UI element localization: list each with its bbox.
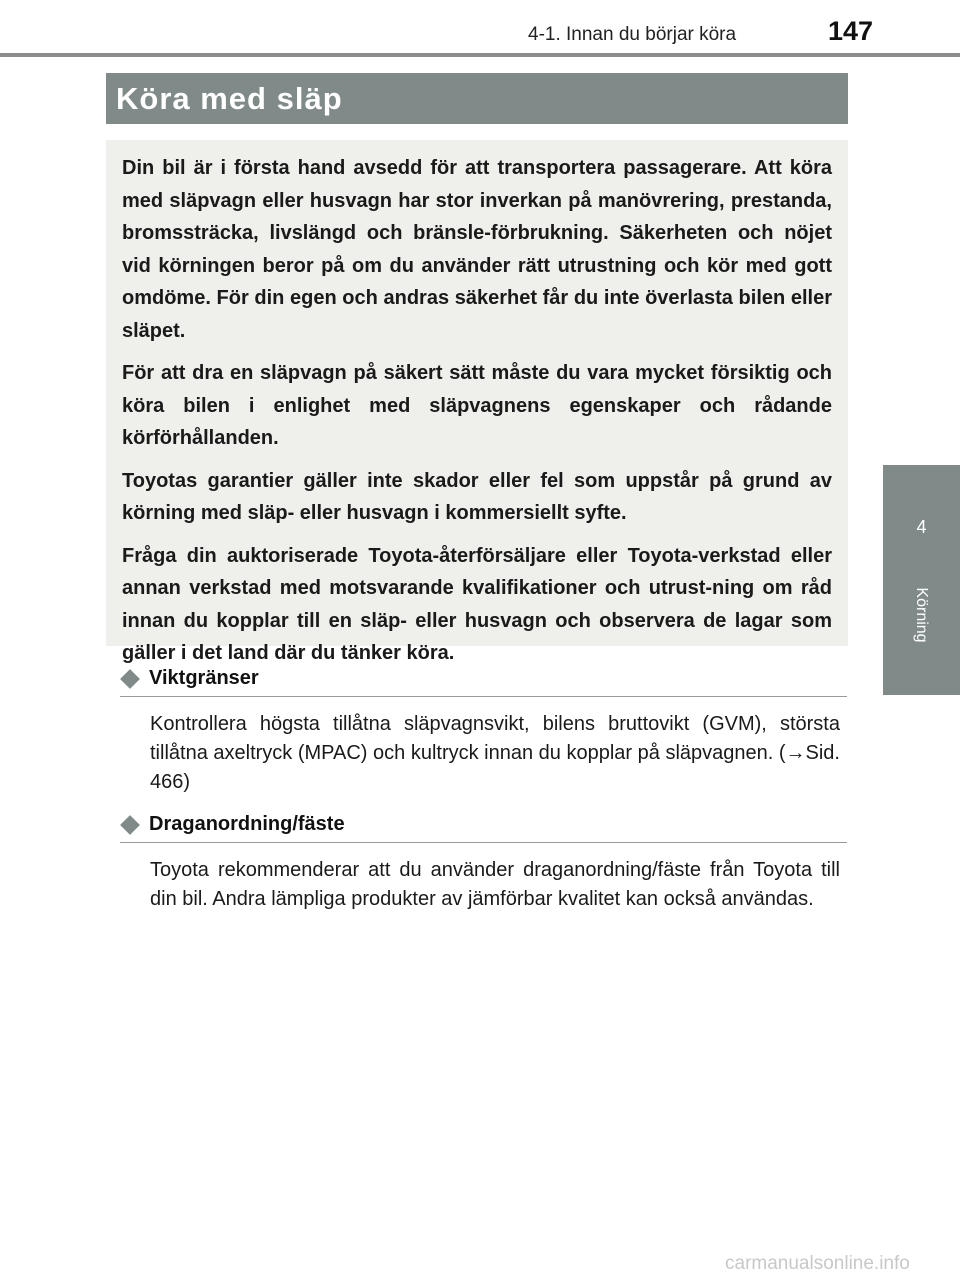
- chapter-heading: 4-1. Innan du börjar köra: [528, 24, 737, 45]
- page-number: 147: [828, 16, 874, 46]
- header-divider: [0, 53, 960, 57]
- title-banner: [106, 73, 848, 124]
- watermark: carmanualsonline.info: [725, 1253, 910, 1274]
- section-heading-text: Viktgränser: [149, 667, 259, 689]
- page-title: Köra med släp: [116, 80, 343, 116]
- side-tab-number: 4: [916, 517, 927, 537]
- diamond-bullet-icon: [120, 815, 140, 835]
- section-heading-text: Draganordning/fäste: [149, 813, 345, 835]
- section-body-towbar: Toyota rekommenderar att du använder draganordning/fäste från Toyota till din bil. Andra lämpliga produkter av jämförbar kvalitet kan också användas.: [150, 859, 840, 910]
- intro-paragraph: För att dra en släpvagn på säkert sätt måste du vara mycket försiktig och köra bilen i enlighet med släpvagnens egenskaper och rådande körförhållanden.: [122, 362, 832, 449]
- section-body-weight-limits: Kontrollera högsta tillåtna släpvagnsvikt, bilens bruttovikt (GVM), största tillåtna axeltryck (MPAC) och kultryck innan du kopplar på släpvagnen. (→Sid. 466): [150, 713, 840, 793]
- diamond-bullet-icon: [120, 669, 140, 689]
- intro-paragraph: Fråga din auktoriserade Toyota-återförsäljare eller Toyota-verkstad eller annan verkstad med motsvarande kvalifikationer och utrust-ning om råd innan du kopplar till en släp- eller husvagn och observera de lagar som gäller i det land där du tänker köra.: [122, 544, 832, 664]
- intro-paragraph: Din bil är i första hand avsedd för att transportera passagerare. Att köra med släpvagn eller husvagn har stor inverkan på manövrering, prestanda, bromssträcka, livslängd och bränsle-förbrukning. Säkerheten och nöjet vid körningen beror på om du använder rätt utrustning och kör med gott omdöme. För din egen och andras säkerhet får du inte överlasta bilen eller släpet.: [122, 157, 832, 342]
- section-heading-towbar: [120, 813, 847, 843]
- intro-box: [106, 140, 848, 664]
- side-tab-label: Körning: [913, 587, 930, 643]
- section-heading-weight-limits: [120, 667, 847, 697]
- intro-paragraph: Toyotas garantier gäller inte skador eller fel som uppstår på grund av körning med släp- eller husvagn i kommersiellt syfte.: [122, 469, 832, 524]
- chapter-side-tab[interactable]: [883, 465, 960, 695]
